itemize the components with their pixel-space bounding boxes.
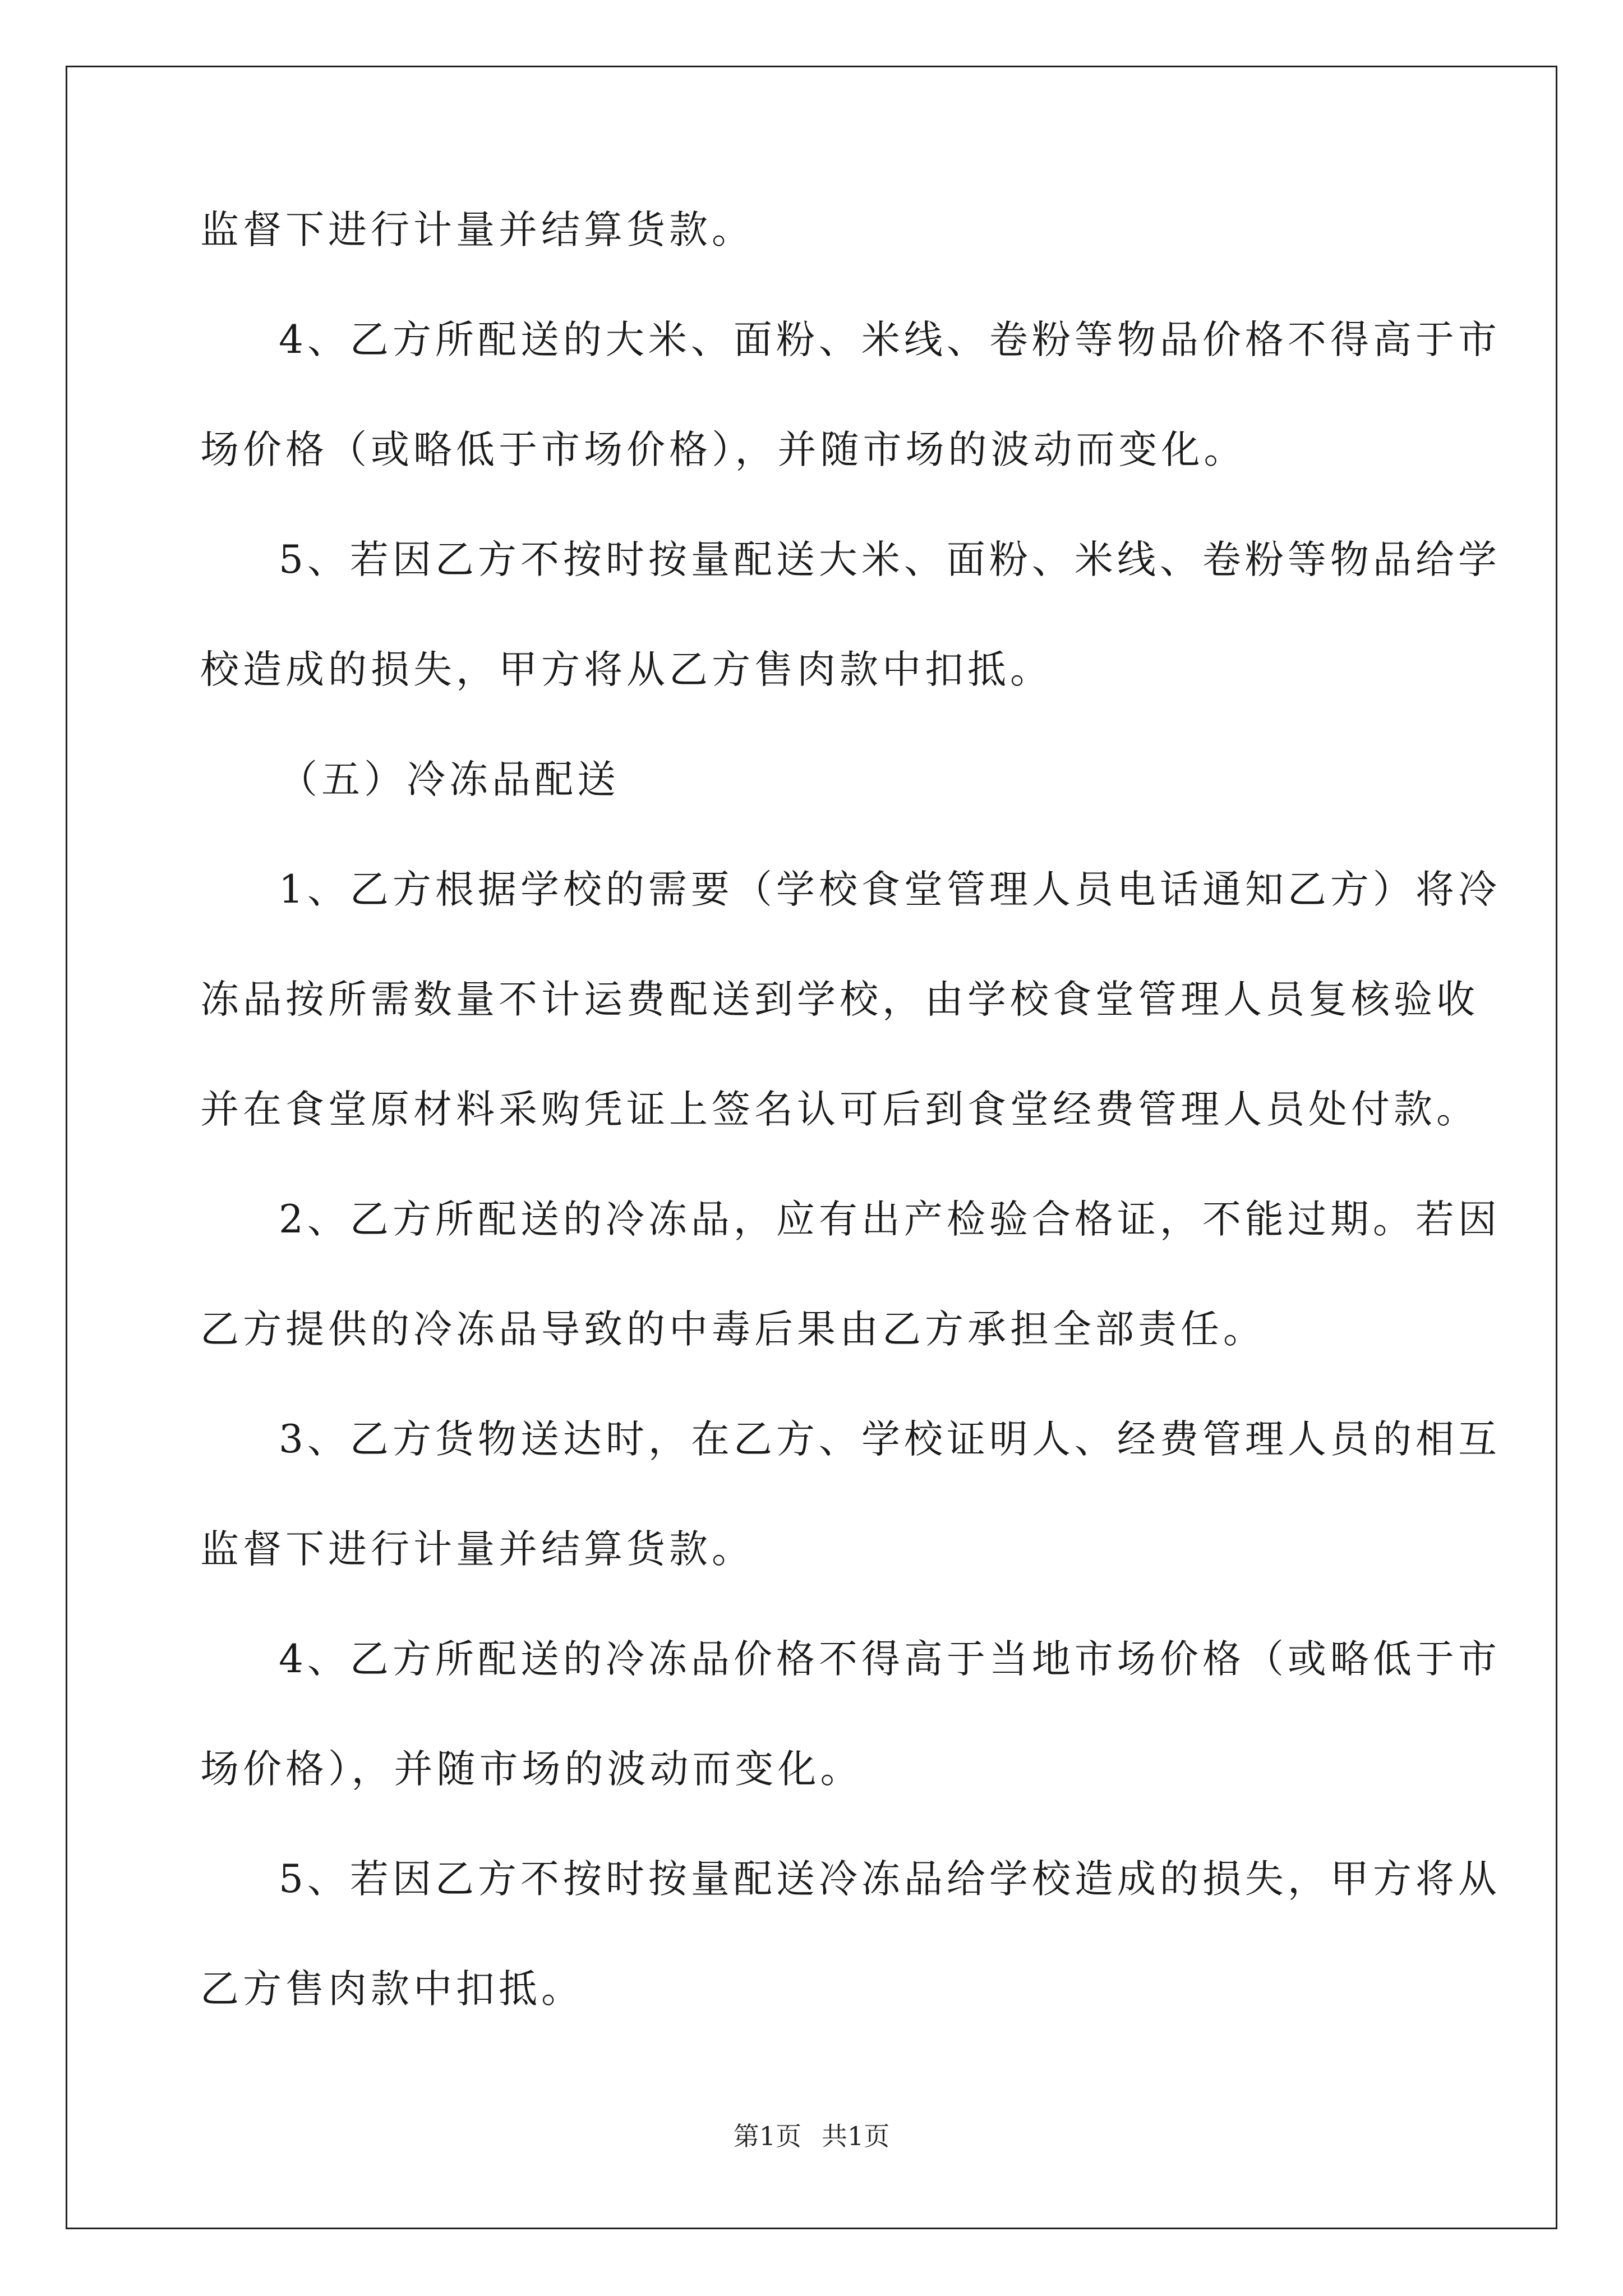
text-line: 5、若因乙方不按时按量配送冷冻品给学校造成的损失，甲方将从 [279, 1857, 1501, 1902]
text-line: 校造成的损失，甲方将从乙方售肉款中扣抵。 [200, 647, 1053, 692]
text-line: 4、乙方所配送的大米、面粉、米线、卷粉等物品价格不得高于市 [279, 318, 1501, 362]
page-footer [0, 2119, 1623, 2153]
text-line: 乙方提供的冷冻品导致的中毒后果由乙方承担全部责任。 [200, 1307, 1266, 1352]
section-heading: （五）冷冻品配送 [279, 757, 620, 802]
text-line: 场价格（或略低于市场价格），并随市场的波动而变化。 [200, 427, 1247, 472]
page-number: 第1页 [733, 2121, 801, 2151]
text-line: 监督下进行计量并结算货款。 [200, 1527, 754, 1572]
text-line: 1、乙方根据学校的需要（学校食堂管理人员电话通知乙方）将冷 [279, 867, 1501, 912]
text-line: 场价格），并随市场的波动而变化。 [200, 1747, 863, 1792]
text-line: 4、乙方所配送的冷冻品价格不得高于当地市场价格（或略低于市 [279, 1637, 1501, 1682]
text-line: 5、若因乙方不按时按量配送大米、面粉、米线、卷粉等物品给学 [279, 537, 1501, 582]
page-border [66, 66, 1557, 2229]
text-line: 冻品按所需数量不计运费配送到学校，由学校食堂管理人员复核验收 [200, 977, 1479, 1022]
text-line: 2、乙方所配送的冷冻品，应有出产检验合格证，不能过期。若因 [279, 1197, 1501, 1242]
text-line: 乙方售肉款中扣抵。 [200, 1967, 584, 2012]
text-line: 并在食堂原材料采购凭证上签名认可后到食堂经费管理人员处付款。 [200, 1087, 1479, 1132]
text-line: 3、乙方货物送达时，在乙方、学校证明人、经费管理人员的相互 [279, 1417, 1501, 1462]
page-total: 共1页 [822, 2121, 890, 2151]
text-line: 监督下进行计量并结算货款。 [200, 208, 754, 252]
